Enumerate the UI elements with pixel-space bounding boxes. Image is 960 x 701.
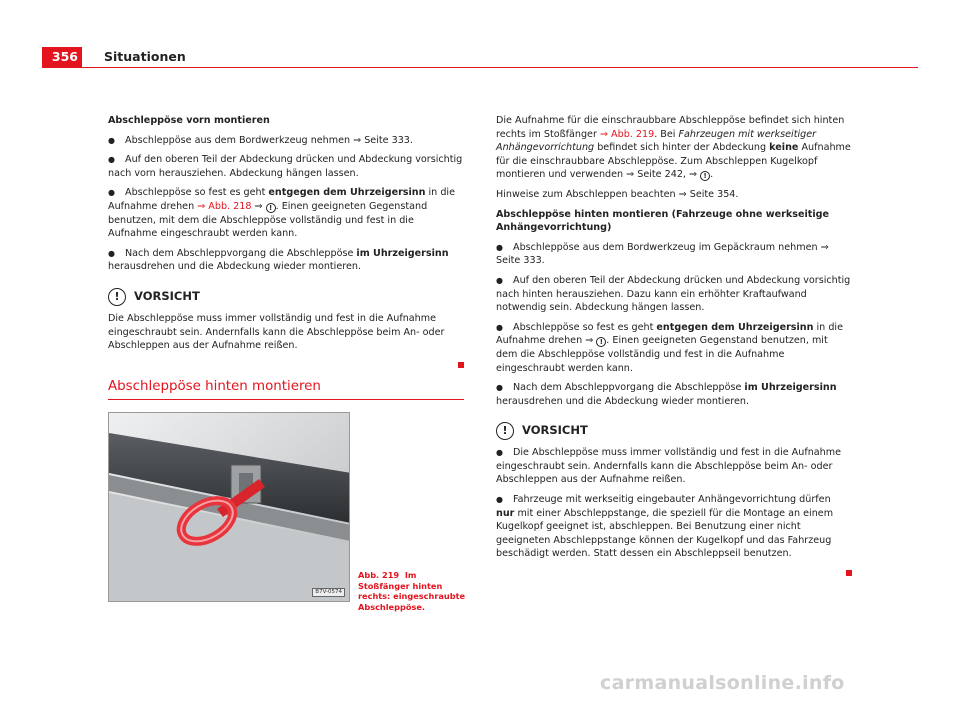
warning-header	[108, 288, 464, 306]
right-column	[496, 114, 852, 581]
bullet-icon: ●	[108, 188, 115, 198]
section-title: Abschleppöse hinten montieren	[108, 379, 321, 394]
warning-label: VORSICHT	[134, 289, 200, 304]
list-item: ● Nach dem Abschleppvorgang die Abschleppöse im Uhrzeigersinn herausdrehen und die Abdeckung wieder montieren.	[108, 247, 449, 273]
figure-caption: Abb. 219 Im Stoßfänger hinten rechts: eingeschraubte Abschleppöse.	[358, 570, 466, 612]
section-divider	[108, 399, 464, 400]
end-marker-icon	[458, 362, 464, 368]
header-divider	[42, 67, 918, 68]
bullet-icon: ●	[108, 135, 115, 145]
warning-text: Die Abschleppöse muss immer vollständig und fest in die Aufnahme eingeschraubt sein. Andernfalls kann die Abschleppöse beim An- oder Abschleppen aus der Aufnahme reißen.	[108, 312, 445, 352]
intro-paragraph: Die Aufnahme für die einschraubbare Abschleppöse befindet sich hinten rechts im Stoßfänger ⇒ Abb. 219. Bei Fahrzeugen mit werkseitiger Anhängevorrichtung befindet sich hinter der Abdeckung keine Aufnahme für die einschraubbare Abschleppöse. Zum Abschleppen Kugelkopf montieren und verwenden ⇒ Seite 242, ⇒ ! .	[496, 115, 851, 181]
warning-label: VORSICHT	[522, 423, 588, 438]
list-item: ● Nach dem Abschleppvorgang die Abschleppöse im Uhrzeigersinn herausdrehen und die Abdeckung wieder montieren.	[496, 382, 837, 407]
figure-image	[108, 412, 350, 602]
tow-eye-illustration	[109, 413, 350, 602]
list-item: ● Auf den oberen Teil der Abdeckung drücken und Abdeckung vorsichtig nach vorn herausziehen. Abdeckung hängen lassen.	[108, 154, 463, 179]
warning-ref-icon[interactable]: !	[596, 337, 606, 347]
bullet-icon: ●	[496, 448, 503, 458]
bullet-icon: ●	[496, 242, 503, 252]
warning-item: ● Die Abschleppöse muss immer vollständig und fest in die Aufnahme eingeschraubt sein. Andernfalls kann die Abschleppöse beim An- oder Abschleppen aus der Aufnahme reißen.	[496, 447, 841, 486]
bullet-icon: ●	[496, 383, 503, 393]
bullet-icon: ●	[108, 155, 115, 165]
list-item: ● Abschleppöse aus dem Bordwerkzeug nehmen ⇒ Seite 333.	[108, 134, 413, 146]
warning-header	[496, 422, 852, 440]
list-item: ● Abschleppöse so fest es geht entgegen dem Uhrzeigersinn in die Aufnahme drehen ⇒ ! . Einen geeigneten Gegenstand benutzen, mit dem die Abschleppöse vollständig und fest in die Aufnahme eingeschraubt werden kann.	[496, 321, 843, 374]
figure-link[interactable]: ⇒ Abb. 218	[197, 200, 252, 212]
bullet-icon: ●	[108, 248, 115, 258]
figure-code: B7V-0574	[312, 588, 345, 597]
list-item: ● Abschleppöse so fest es geht entgegen dem Uhrzeigersinn in die Aufnahme drehen ⇒ Abb. 218 ⇒ ! . Einen geeigneten Gegenstand benutzen, mit dem die Abschleppöse vollständig und fest in die Aufnahme eingeschraubt werden kann.	[108, 187, 455, 240]
warning-ref-icon[interactable]: !	[266, 203, 276, 213]
warning-icon: !	[496, 422, 514, 440]
bullet-icon: ●	[496, 495, 503, 505]
figure-link[interactable]: ⇒ Abb. 219	[599, 128, 655, 140]
right-heading: Abschleppöse hinten montieren (Fahrzeuge ohne werkseitige Anhängevorrichtung)	[496, 208, 829, 234]
warning-ref-icon[interactable]: !	[700, 171, 710, 181]
bullet-icon: ●	[496, 275, 503, 285]
page-number: 356	[42, 47, 82, 67]
warning-icon: !	[108, 288, 126, 306]
left-heading: Abschleppöse vorn montieren	[108, 115, 270, 126]
page-title: Situationen	[104, 49, 186, 64]
left-column	[108, 114, 464, 372]
watermark: carmanualsonline.info	[600, 672, 845, 694]
bullet-icon: ●	[496, 322, 503, 332]
list-item: ● Abschleppöse aus dem Bordwerkzeug im Gepäckraum nehmen ⇒ Seite 333.	[496, 241, 829, 267]
end-marker-icon	[846, 570, 852, 576]
warning-item: ● Fahrzeuge mit werkseitig eingebauter Anhängevorrichtung dürfen nur mit einer Abschleppstange, die speziell für die Montage an einem Kugelkopf geeignet ist, abschleppen. Bei Benutzung einer nicht geeigneten Abschleppstange können der Kugelkopf und das Fahrzeug beschädigt werden. Statt dessen ein Abschleppseil benutzen.	[496, 494, 834, 560]
list-item: ● Auf den oberen Teil der Abdeckung drücken und Abdeckung vorsichtig nach hinten herausziehen. Dazu kann ein erhöhter Kraftaufwand notwendig sein. Abdeckung hängen lassen.	[496, 274, 851, 314]
hint-paragraph: Hinweise zum Abschleppen beachten ⇒ Seite 354.	[496, 188, 739, 200]
